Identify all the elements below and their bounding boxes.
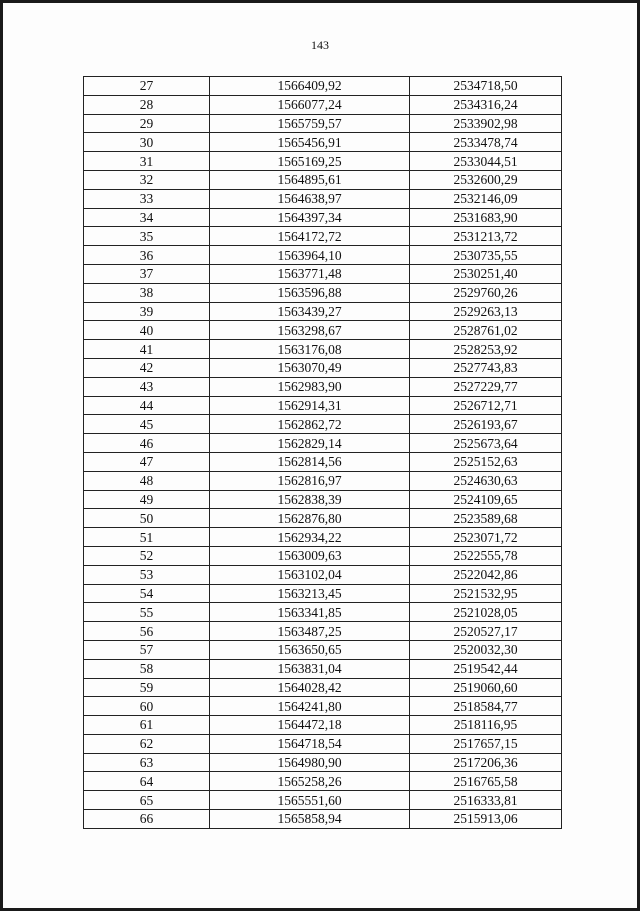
x-coordinate-cell: 1562862,72: [210, 415, 410, 434]
table-row: [84, 509, 562, 528]
table-row: [84, 659, 562, 678]
page-number: 143: [311, 38, 329, 52]
y-coordinate-cell: 2529263,13: [410, 302, 562, 321]
table-row: [84, 622, 562, 641]
x-coordinate-cell: 1566409,92: [210, 77, 410, 96]
point-number-cell: 62: [84, 734, 210, 753]
table-row: [84, 77, 562, 96]
table-row: [84, 716, 562, 735]
x-coordinate-cell: 1562829,14: [210, 434, 410, 453]
point-number-cell: 66: [84, 810, 210, 829]
table-row: [84, 133, 562, 152]
point-number-cell: 60: [84, 697, 210, 716]
y-coordinate-cell: 2518116,95: [410, 716, 562, 735]
x-coordinate-cell: 1563596,88: [210, 283, 410, 302]
point-number-cell: 46: [84, 434, 210, 453]
point-number-cell: 31: [84, 152, 210, 171]
point-number-cell: 59: [84, 678, 210, 697]
x-coordinate-cell: 1562934,22: [210, 528, 410, 547]
table-row: [84, 565, 562, 584]
point-number-cell: 51: [84, 528, 210, 547]
table-row: [84, 95, 562, 114]
point-number-cell: 56: [84, 622, 210, 641]
x-coordinate-cell: 1564895,61: [210, 170, 410, 189]
point-number-cell: 65: [84, 791, 210, 810]
y-coordinate-cell: 2521028,05: [410, 603, 562, 622]
y-coordinate-cell: 2532146,09: [410, 189, 562, 208]
y-coordinate-cell: 2522555,78: [410, 546, 562, 565]
point-number-cell: 32: [84, 170, 210, 189]
y-coordinate-cell: 2528761,02: [410, 321, 562, 340]
point-number-cell: 44: [84, 396, 210, 415]
y-coordinate-cell: 2526193,67: [410, 415, 562, 434]
table-row: [84, 114, 562, 133]
table-row: [84, 734, 562, 753]
y-coordinate-cell: 2521532,95: [410, 584, 562, 603]
table-row: [84, 396, 562, 415]
y-coordinate-cell: 2525152,63: [410, 452, 562, 471]
point-number-cell: 49: [84, 490, 210, 509]
table-row: [84, 640, 562, 659]
x-coordinate-cell: 1563298,67: [210, 321, 410, 340]
point-number-cell: 40: [84, 321, 210, 340]
y-coordinate-cell: 2525673,64: [410, 434, 562, 453]
x-coordinate-cell: 1565456,91: [210, 133, 410, 152]
x-coordinate-cell: 1563102,04: [210, 565, 410, 584]
point-number-cell: 38: [84, 283, 210, 302]
y-coordinate-cell: 2533044,51: [410, 152, 562, 171]
point-number-cell: 43: [84, 377, 210, 396]
table-row: [84, 358, 562, 377]
x-coordinate-cell: 1564638,97: [210, 189, 410, 208]
x-coordinate-cell: 1563964,10: [210, 246, 410, 265]
table-row: [84, 603, 562, 622]
x-coordinate-cell: 1565759,57: [210, 114, 410, 133]
y-coordinate-cell: 2522042,86: [410, 565, 562, 584]
x-coordinate-cell: 1563439,27: [210, 302, 410, 321]
y-coordinate-cell: 2528253,92: [410, 340, 562, 359]
table-row: [84, 227, 562, 246]
y-coordinate-cell: 2527743,83: [410, 358, 562, 377]
y-coordinate-cell: 2526712,71: [410, 396, 562, 415]
x-coordinate-cell: 1562876,80: [210, 509, 410, 528]
x-coordinate-cell: 1564980,90: [210, 753, 410, 772]
table-row: [84, 246, 562, 265]
x-coordinate-cell: 1562983,90: [210, 377, 410, 396]
point-number-cell: 55: [84, 603, 210, 622]
coordinates-table: [83, 76, 562, 829]
table-row: [84, 415, 562, 434]
y-coordinate-cell: 2534718,50: [410, 77, 562, 96]
table-row: [84, 340, 562, 359]
x-coordinate-cell: 1564397,34: [210, 208, 410, 227]
y-coordinate-cell: 2519060,60: [410, 678, 562, 697]
table-row: [84, 321, 562, 340]
x-coordinate-cell: 1562838,39: [210, 490, 410, 509]
y-coordinate-cell: 2534316,24: [410, 95, 562, 114]
x-coordinate-cell: 1564472,18: [210, 716, 410, 735]
x-coordinate-cell: 1564718,54: [210, 734, 410, 753]
table-row: [84, 810, 562, 829]
table-row: [84, 791, 562, 810]
y-coordinate-cell: 2524109,65: [410, 490, 562, 509]
x-coordinate-cell: 1562816,97: [210, 471, 410, 490]
y-coordinate-cell: 2517657,15: [410, 734, 562, 753]
table-row: [84, 377, 562, 396]
table-row: [84, 283, 562, 302]
y-coordinate-cell: 2529760,26: [410, 283, 562, 302]
y-coordinate-cell: 2530735,55: [410, 246, 562, 265]
y-coordinate-cell: 2519542,44: [410, 659, 562, 678]
y-coordinate-cell: 2523589,68: [410, 509, 562, 528]
x-coordinate-cell: 1563831,04: [210, 659, 410, 678]
point-number-cell: 47: [84, 452, 210, 471]
y-coordinate-cell: 2524630,63: [410, 471, 562, 490]
point-number-cell: 34: [84, 208, 210, 227]
table-row: [84, 772, 562, 791]
table-row: [84, 170, 562, 189]
y-coordinate-cell: 2533902,98: [410, 114, 562, 133]
table-row: [84, 152, 562, 171]
x-coordinate-cell: 1562914,31: [210, 396, 410, 415]
point-number-cell: 54: [84, 584, 210, 603]
table-row: [84, 584, 562, 603]
x-coordinate-cell: 1565258,26: [210, 772, 410, 791]
point-number-cell: 48: [84, 471, 210, 490]
x-coordinate-cell: 1564172,72: [210, 227, 410, 246]
point-number-cell: 41: [84, 340, 210, 359]
point-number-cell: 27: [84, 77, 210, 96]
table-row: [84, 678, 562, 697]
point-number-cell: 28: [84, 95, 210, 114]
table-row: [84, 189, 562, 208]
y-coordinate-cell: 2520032,30: [410, 640, 562, 659]
x-coordinate-cell: 1563176,08: [210, 340, 410, 359]
point-number-cell: 45: [84, 415, 210, 434]
x-coordinate-cell: 1565169,25: [210, 152, 410, 171]
y-coordinate-cell: 2520527,17: [410, 622, 562, 641]
x-coordinate-cell: 1564028,42: [210, 678, 410, 697]
table-row: [84, 753, 562, 772]
y-coordinate-cell: 2531213,72: [410, 227, 562, 246]
point-number-cell: 58: [84, 659, 210, 678]
table-row: [84, 697, 562, 716]
y-coordinate-cell: 2533478,74: [410, 133, 562, 152]
y-coordinate-cell: 2516333,81: [410, 791, 562, 810]
x-coordinate-cell: 1563213,45: [210, 584, 410, 603]
x-coordinate-cell: 1565551,60: [210, 791, 410, 810]
x-coordinate-cell: 1562814,56: [210, 452, 410, 471]
y-coordinate-cell: 2516765,58: [410, 772, 562, 791]
point-number-cell: 29: [84, 114, 210, 133]
point-number-cell: 50: [84, 509, 210, 528]
point-number-cell: 42: [84, 358, 210, 377]
y-coordinate-cell: 2530251,40: [410, 264, 562, 283]
x-coordinate-cell: 1563070,49: [210, 358, 410, 377]
table-row: [84, 471, 562, 490]
y-coordinate-cell: 2527229,77: [410, 377, 562, 396]
table-row: [84, 434, 562, 453]
coordinates-table-body: [84, 77, 562, 829]
point-number-cell: 35: [84, 227, 210, 246]
point-number-cell: 36: [84, 246, 210, 265]
y-coordinate-cell: 2523071,72: [410, 528, 562, 547]
y-coordinate-cell: 2531683,90: [410, 208, 562, 227]
table-row: [84, 528, 562, 547]
x-coordinate-cell: 1563487,25: [210, 622, 410, 641]
point-number-cell: 53: [84, 565, 210, 584]
table-row: [84, 490, 562, 509]
table-row: [84, 452, 562, 471]
point-number-cell: 39: [84, 302, 210, 321]
y-coordinate-cell: 2515913,06: [410, 810, 562, 829]
table-row: [84, 546, 562, 565]
table-row: [84, 208, 562, 227]
y-coordinate-cell: 2518584,77: [410, 697, 562, 716]
x-coordinate-cell: 1565858,94: [210, 810, 410, 829]
table-row: [84, 264, 562, 283]
x-coordinate-cell: 1564241,80: [210, 697, 410, 716]
point-number-cell: 64: [84, 772, 210, 791]
table-row: [84, 302, 562, 321]
point-number-cell: 52: [84, 546, 210, 565]
point-number-cell: 57: [84, 640, 210, 659]
point-number-cell: 33: [84, 189, 210, 208]
y-coordinate-cell: 2517206,36: [410, 753, 562, 772]
point-number-cell: 30: [84, 133, 210, 152]
point-number-cell: 61: [84, 716, 210, 735]
x-coordinate-cell: 1563771,48: [210, 264, 410, 283]
x-coordinate-cell: 1563009,63: [210, 546, 410, 565]
y-coordinate-cell: 2532600,29: [410, 170, 562, 189]
x-coordinate-cell: 1563650,65: [210, 640, 410, 659]
point-number-cell: 37: [84, 264, 210, 283]
x-coordinate-cell: 1563341,85: [210, 603, 410, 622]
x-coordinate-cell: 1566077,24: [210, 95, 410, 114]
point-number-cell: 63: [84, 753, 210, 772]
